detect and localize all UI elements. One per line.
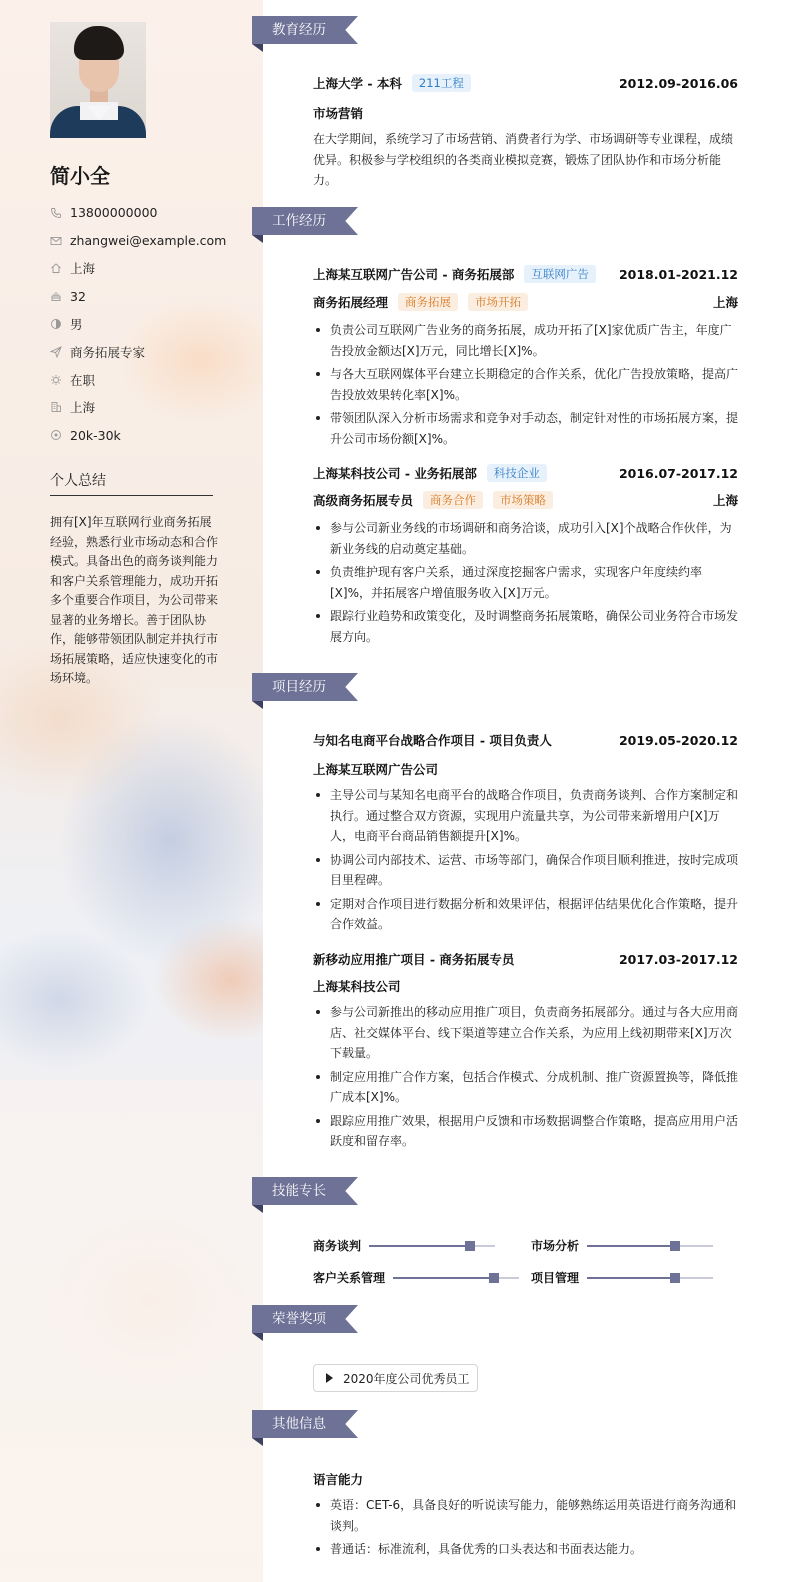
section-header-projects xyxy=(252,673,358,701)
info-age xyxy=(50,282,226,310)
project-company: 上海某科技公司 xyxy=(313,979,401,994)
work-bullets xyxy=(313,320,740,452)
skill-tag: 商务合作 xyxy=(423,491,483,509)
skill-tag: 市场开拓 xyxy=(468,293,528,311)
industry-tag: 互联网广告 xyxy=(524,265,596,283)
project-title: 与知名电商平台战略合作项目 - 项目负责人 xyxy=(313,733,552,748)
status-value: 在职 xyxy=(70,372,96,388)
info-phone xyxy=(50,199,226,227)
list-item: 参与公司新推出的移动应用推广项目，负责商务拓展部分。通过与各大应用商店、社交媒体平台、线下渠道等建立合作关系，为应用上线初期带来[X]万次下载量。 xyxy=(313,1002,740,1064)
other-bullets xyxy=(313,1495,740,1563)
project-period: 2017.03-2017.12 xyxy=(618,951,738,967)
section-title: 其他信息 xyxy=(272,1416,326,1432)
project-bullets xyxy=(313,785,740,938)
sidebar-background-overlay xyxy=(0,1080,263,1582)
work-period: 2016.07-2017.12 xyxy=(618,465,738,481)
money-icon xyxy=(50,429,62,441)
section-header-awards xyxy=(252,1305,358,1333)
email-icon xyxy=(50,235,62,247)
list-item: 带领团队深入分析市场需求和竞争对手动态，制定针对性的市场拓展方案，提升公司市场份额[X]%。 xyxy=(313,408,740,449)
send-icon xyxy=(50,346,62,358)
info-email xyxy=(50,227,226,255)
info-status xyxy=(50,366,226,394)
skill-tag: 商务拓展 xyxy=(398,293,458,311)
job-title: 商务拓展经理 xyxy=(313,295,389,310)
skill-name: 市场分析 xyxy=(531,1239,580,1253)
target-role-value: 商务拓展专家 xyxy=(70,344,146,360)
list-item: 协调公司内部技术、运营、市场等部门，确保合作项目顺利推进，按时完成项目里程碑。 xyxy=(313,850,740,891)
salary-value: 20k-30k xyxy=(70,427,121,443)
section-header-other xyxy=(252,1410,358,1438)
skill-item xyxy=(531,1237,713,1254)
skill-name: 项目管理 xyxy=(531,1271,580,1285)
cake-icon xyxy=(50,290,62,302)
work-header xyxy=(313,265,738,283)
skill-item xyxy=(313,1269,519,1286)
list-item: 跟踪应用推广效果，根据用户反馈和市场数据调整合作策略，提高应用用户活跃度和留存率。 xyxy=(313,1111,740,1152)
list-item: 负责维护现有客户关系，通过深度挖掘客户需求，实现客户年度续约率[X]%，并拓展客户增值服务收入[X]万元。 xyxy=(313,562,740,603)
list-item: 参与公司新业务线的市场调研和商务洽谈，成功引入[X]个战略合作伙伴，为新业务线的启动奠定基础。 xyxy=(313,518,740,559)
gender-value: 男 xyxy=(70,317,83,333)
list-item: 制定应用推广合作方案，包括合作模式、分成机制、推广资源置换等，降低推广成本[X]%。 xyxy=(313,1067,740,1108)
section-title: 荣誉奖项 xyxy=(272,1311,326,1327)
building-icon xyxy=(50,401,62,413)
gender-icon xyxy=(50,318,62,330)
candidate-name: 简小全 xyxy=(50,164,110,188)
section-header-skills xyxy=(252,1177,358,1205)
company-name: 上海某互联网广告公司 - 商务拓展部 xyxy=(313,267,515,282)
info-salary xyxy=(50,421,226,449)
skill-level-bar xyxy=(587,1245,713,1247)
info-gender xyxy=(50,310,226,338)
phone-value: 13800000000 xyxy=(70,205,158,221)
industry-tag: 科技企业 xyxy=(487,464,547,482)
education-period: 2012.09-2016.06 xyxy=(618,75,738,91)
project-header xyxy=(313,950,738,968)
project-period: 2019.05-2020.12 xyxy=(618,732,738,748)
work-city: 上海 xyxy=(712,295,738,310)
section-title: 技能专长 xyxy=(272,1183,326,1199)
sidebar xyxy=(0,0,263,1582)
target-city-value: 上海 xyxy=(70,400,96,416)
project-bullets xyxy=(313,1002,740,1155)
skill-level-bar xyxy=(587,1277,713,1279)
skill-level-bar xyxy=(369,1245,495,1247)
work-role-row xyxy=(313,293,738,311)
summary-divider xyxy=(50,495,213,496)
work-period: 2018.01-2021.12 xyxy=(618,266,738,282)
other-subtitle: 语言能力 xyxy=(313,1472,364,1487)
info-target-role xyxy=(50,338,226,366)
profile-photo xyxy=(50,22,146,138)
skill-level-bar xyxy=(393,1277,519,1279)
list-item: 普通话：标准流利，具备优秀的口头表达和书面表达能力。 xyxy=(313,1539,740,1560)
list-item: 与各大互联网媒体平台建立长期稳定的合作关系，优化广告投放策略，提高广告投放效果转化率[X]%。 xyxy=(313,364,740,405)
work-header xyxy=(313,464,738,482)
work-role-row xyxy=(313,491,738,509)
work-bullets xyxy=(313,518,740,650)
project-company: 上海某互联网广告公司 xyxy=(313,762,439,777)
status-icon xyxy=(50,374,62,386)
play-icon xyxy=(326,1373,333,1383)
work-city: 上海 xyxy=(712,493,738,508)
skill-name: 客户关系管理 xyxy=(313,1271,386,1285)
list-item: 跟踪行业趋势和政策变化，及时调整商务拓展策略，确保公司业务符合市场发展方向。 xyxy=(313,606,740,647)
list-item: 主导公司与某知名电商平台的战略合作项目，负责商务谈判、合作方案制定和执行。通过整合双方资源，实现用户流量共享，为公司带来新增用户[X]万人，电商平台商品销售额提升[X]%。 xyxy=(313,785,740,847)
contact-info-list xyxy=(50,199,226,449)
section-title: 教育经历 xyxy=(272,22,326,38)
award-item xyxy=(313,1364,478,1392)
section-header-education xyxy=(252,16,358,44)
list-item: 定期对合作项目进行数据分析和效果评估，根据评估结果优化合作策略，提升合作效益。 xyxy=(313,894,740,935)
skill-name: 商务谈判 xyxy=(313,1239,362,1253)
info-location xyxy=(50,255,226,283)
project-title: 新移动应用推广项目 - 商务拓展专员 xyxy=(313,952,515,967)
education-header xyxy=(313,74,738,92)
education-description: 在大学期间，系统学习了市场营销、消费者行为学、市场调研等专业课程，成绩优异。积极参与学校组织的各类商业模拟竞赛，锻炼了团队协作和市场分析能力。 xyxy=(313,132,734,187)
main-content xyxy=(263,0,794,1582)
award-label: 2020年度公司优秀员工 xyxy=(343,1371,470,1386)
school-name: 上海大学 - 本科 xyxy=(313,76,402,91)
section-title: 工作经历 xyxy=(272,213,326,229)
email-value: zhangwei@example.com xyxy=(70,233,227,249)
skill-tag: 市场策略 xyxy=(493,491,553,509)
section-header-work xyxy=(252,207,358,235)
skill-item xyxy=(531,1269,713,1286)
school-tag: 211工程 xyxy=(412,74,471,92)
job-title: 高级商务拓展专员 xyxy=(313,493,414,508)
home-icon xyxy=(50,262,62,274)
company-name: 上海某科技公司 - 业务拓展部 xyxy=(313,466,477,481)
summary-title: 个人总结 xyxy=(50,473,106,489)
list-item: 英语：CET-6，具备良好的听说读写能力，能够熟练运用英语进行商务沟通和谈判。 xyxy=(313,1495,740,1536)
education-major: 市场营销 xyxy=(313,106,364,121)
list-item: 负责公司互联网广告业务的商务拓展，成功开拓了[X]家优质广告主，年度广告投放金额达[X]万元，同比增长[X]%。 xyxy=(313,320,740,361)
phone-icon xyxy=(50,207,62,219)
summary-text: 拥有[X]年互联网行业商务拓展经验，熟悉行业市场动态和合作模式。具备出色的商务谈判能力和客户关系管理能力，成功开拓多个重要合作项目，为公司带来显著的业务增长。善于团队协作，能够带领团队制定并执行市场拓展策略，适应快速变化的市场环境。 xyxy=(50,515,219,685)
location-value: 上海 xyxy=(70,261,96,277)
project-header xyxy=(313,731,738,749)
section-title: 项目经历 xyxy=(272,679,326,695)
skill-item xyxy=(313,1237,495,1254)
info-target-city xyxy=(50,394,226,422)
age-value: 32 xyxy=(70,288,86,304)
